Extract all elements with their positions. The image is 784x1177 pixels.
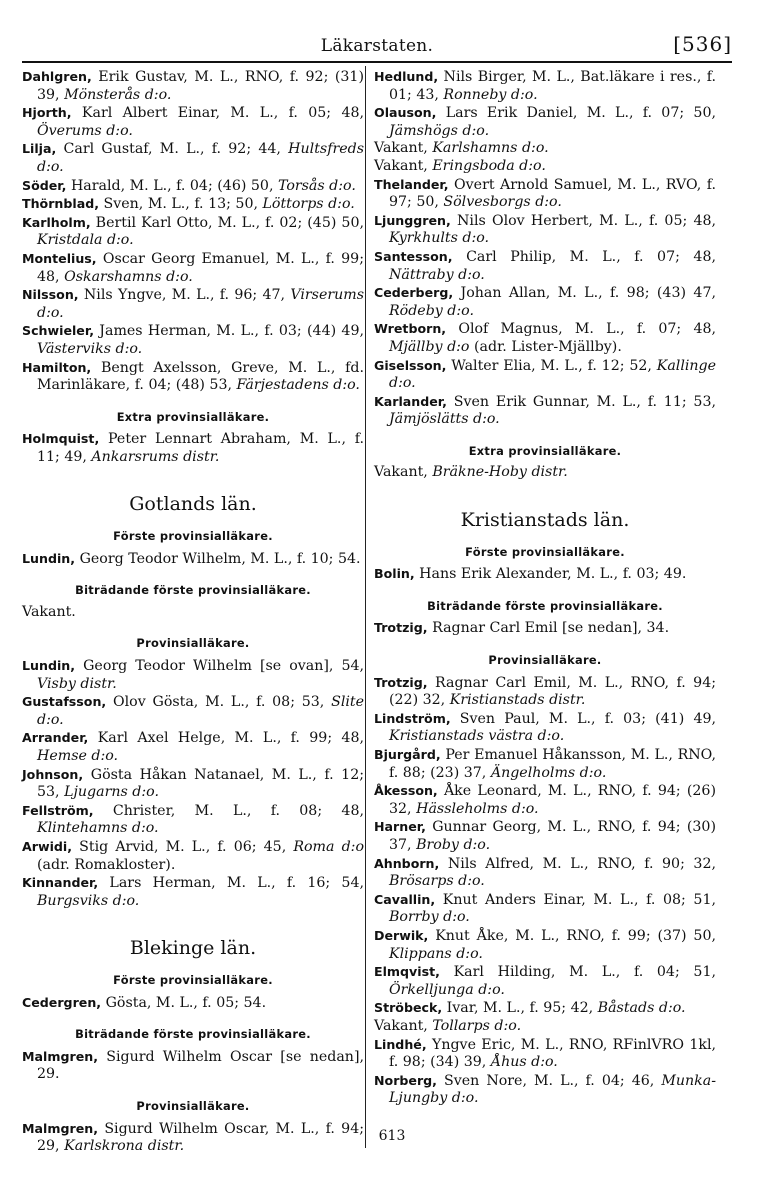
entry-details: Olov Gösta, M. L., f. 08; 53, (112, 694, 325, 711)
entry-surname: Lindhé, (374, 1036, 427, 1052)
physician-entry (22, 250, 364, 286)
entry-surname: Malmgren, (22, 1048, 98, 1064)
entry-details: Olof Magnus, M. L., f. 07; 48, (458, 321, 717, 338)
physician-entry (22, 729, 364, 765)
entry-surname: Bolin, (374, 566, 415, 582)
entry-details: Christer, M. L., f. 08; 48, (112, 802, 364, 819)
entry-district: Visby distr. (37, 675, 117, 692)
physician-entry (374, 746, 716, 782)
physician-entry (374, 818, 716, 854)
entry-district: Kyrkhults d:o. (389, 230, 490, 247)
entry-details: Nils Birger, M. L., Bat.läkare i res., f. 01; 43, (389, 69, 716, 103)
physician-entry (22, 550, 364, 569)
entry-details: Harald, M. L., f. 04; (46) 50, (70, 177, 274, 194)
physician-entry (22, 177, 364, 196)
entry-district: Eringsboda d:o. (432, 157, 546, 174)
entry-district: Västerviks d:o. (37, 340, 143, 357)
county-heading: Gotlands län. (129, 493, 257, 516)
entry-details: Stig Arvid, M. L., f. 06; 45, (79, 838, 287, 855)
physician-entry (22, 838, 364, 874)
county-heading: Kristianstads län. (460, 509, 630, 532)
physician-entry (22, 604, 364, 622)
physician-entry (374, 212, 716, 248)
entry-surname: Santesson, (374, 248, 453, 264)
entry-district: Oskarshamns d:o. (64, 268, 193, 285)
entry-district: Båstads d:o. (597, 1000, 686, 1017)
entry-surname: Åkesson, (374, 783, 438, 799)
entry-details: Peter Lennart Abraham, M. L., f. 11; 49, (37, 431, 364, 465)
page-number: 613 (378, 1128, 406, 1144)
entry-surname: Wretborn, (374, 321, 447, 337)
entry-district: Hultsfreds d:o. (37, 141, 364, 175)
entry-district: Rödeby d:o. (389, 302, 474, 319)
entry-district: Karlshamns d:o. (432, 140, 549, 157)
entry-details: Walter Elia, M. L., f. 12; 52, (451, 357, 652, 374)
entry-district: Löttorps d:o. (262, 196, 355, 213)
entry-surname: Ahnborn, (374, 855, 440, 871)
entry-details: Gösta Håkan Natanael, M. L., f. 12; 53, (37, 766, 364, 801)
page-title: Läkarstaten. (320, 36, 434, 56)
entry-details: Per Emanuel Håkansson, M. L., RNO, f. 88; (23) 37, (389, 747, 716, 781)
entry-details: Ivar, M. L., f. 95; 42, (446, 1000, 594, 1017)
entry-details: Georg Teodor Wilhelm, M. L., f. 10; 54. (79, 550, 361, 567)
entry-district: Ljugarns d:o. (64, 784, 159, 801)
section-label: Provinsialläkare. (136, 1098, 250, 1113)
physician-entry (22, 874, 364, 910)
physician-entry (374, 248, 716, 284)
physician-entry (374, 927, 716, 963)
physician-entry (374, 140, 716, 158)
physician-entry (374, 284, 716, 320)
physician-entry (374, 1018, 716, 1036)
entry-district: Kristianstads distr. (449, 692, 586, 709)
entry-details: Knut Åke, M. L., RNO, f. 99; (37) 50, (435, 927, 716, 944)
entry-details: Sven, M. L., f. 13; 50, (103, 196, 258, 213)
entry-details: Lars Erik Daniel, M. L., f. 07; 50, (445, 105, 716, 122)
physician-entry (374, 1072, 716, 1108)
entry-district: Överums d:o. (37, 122, 133, 139)
entry-surname: Bjurgård, (374, 747, 441, 762)
entry-district: Klippans d:o. (389, 945, 483, 962)
physician-entry (374, 464, 716, 482)
physician-entry (22, 1048, 364, 1084)
entry-surname: Cederberg, (374, 285, 454, 301)
entry-details: Vakant, (374, 140, 428, 157)
entry-surname: Ströbeck, (374, 1000, 443, 1016)
entry-details: Bertil Karl Otto, M. L., f. 02; (45) 50, (95, 214, 364, 231)
entry-surname: Olauson, (374, 105, 437, 121)
physician-entry (22, 286, 364, 322)
entry-district: Karlskrona distr. (64, 1138, 185, 1155)
physician-entry (22, 322, 364, 358)
entry-surname: Cavallin, (374, 891, 436, 907)
physician-entry (374, 999, 716, 1018)
section-label: Biträdande förste provinsialläkare. (75, 1027, 311, 1042)
section-label: Extra provinsialläkare. (468, 443, 622, 458)
entry-district: Kristianstads västra d:o. (389, 728, 565, 745)
right-column (374, 68, 716, 1108)
entry-details: Carl Philip, M. L., f. 07; 48, (466, 248, 716, 265)
entry-district: Borrby d:o. (389, 909, 470, 926)
entry-details: Nils Yngve, M. L., f. 96; 47, (83, 287, 286, 304)
entry-details: Vakant, (374, 464, 428, 481)
physician-entry (374, 158, 716, 176)
entry-details: Gunnar Georg, M. L., RNO, f. 94; (30) 37, (389, 819, 716, 853)
entry-district: Mjällby d:o (389, 338, 470, 355)
entry-surname: Ljunggren, (374, 212, 451, 228)
entry-surname: Fellström, (22, 802, 94, 818)
physician-entry (374, 176, 716, 212)
entry-surname: Elmqvist, (374, 964, 440, 980)
entry-details: Sven Paul, M. L., f. 03; (41) 49, (459, 710, 717, 727)
physician-entry (374, 393, 716, 429)
entry-district: Hemse d:o. (37, 748, 119, 764)
section-label: Förste provinsialläkare. (113, 972, 273, 987)
entry-details: Carl Gustaf, M. L., f. 92; 44, (63, 141, 281, 158)
entry-note: (adr. Romakloster). (37, 856, 176, 873)
entry-surname: Cedergren, (22, 994, 102, 1010)
entry-details: Knut Anders Einar, M. L., f. 08; 51, (442, 891, 716, 908)
entry-district: Mönsterås d:o. (64, 86, 172, 103)
physician-entry (22, 104, 364, 140)
entry-details: Nils Olov Herbert, M. L., f. 05; 48, (457, 212, 717, 229)
physician-entry (374, 68, 716, 104)
entry-district: Munka-Ljungby d:o. (389, 1072, 716, 1107)
entry-district: Torsås d:o. (277, 177, 356, 194)
entry-surname: Lilja, (22, 141, 57, 157)
entry-district: Örkelljunga d:o. (389, 981, 505, 998)
physician-entry (374, 674, 716, 710)
physician-entry (22, 195, 364, 214)
entry-district: Nättraby d:o. (389, 266, 485, 283)
physician-entry (22, 657, 364, 693)
entry-district: Tollarps d:o. (432, 1017, 522, 1034)
entry-district: Åhus d:o. (490, 1054, 558, 1071)
entry-details: Karl Albert Einar, M. L., f. 05; 48, (81, 105, 365, 122)
entry-district: Sölvesborgs d:o. (443, 194, 562, 211)
entry-district: Bräkne-Hoby distr. (432, 464, 568, 481)
entry-details: Bengt Axelsson, Greve, M. L., fd. Marinläkare, f. 04; (48) 53, (37, 359, 364, 394)
entry-district: Kallinge d:o. (389, 357, 717, 392)
entry-surname: Norberg, (374, 1072, 437, 1088)
entry-surname: Johnson, (22, 766, 84, 782)
entry-details: Karl Hilding, M. L., f. 04; 51, (453, 964, 716, 981)
entry-district: Slite d:o. (37, 694, 364, 728)
entry-details: Åke Leonard, M. L., RNO, f. 94; (26) 32, (389, 783, 716, 817)
entry-surname: Trotzig, (374, 620, 428, 636)
physician-entry (22, 430, 364, 466)
entry-surname: Arrander, (22, 730, 89, 746)
section-label: Biträdande förste provinsialläkare. (427, 598, 663, 613)
physician-entry (22, 68, 364, 104)
entry-surname: Hedlund, (374, 69, 439, 84)
entry-details: Karl Axel Helge, M. L., f. 99; 48, (97, 730, 364, 747)
entry-surname: Hamilton, (22, 359, 92, 375)
entry-surname: Karlholm, (22, 214, 91, 230)
entry-details: Sigurd Wilhelm Oscar [se nedan], 29. (37, 1048, 364, 1083)
physician-entry (374, 855, 716, 891)
entry-district: Roma d:o (293, 838, 364, 855)
entry-district: Burgsviks d:o. (37, 892, 140, 909)
entry-district: Broby d:o. (416, 836, 491, 853)
entry-details: Gösta, M. L., f. 05; 54. (105, 994, 267, 1011)
section-label: Extra provinsialläkare. (116, 409, 270, 424)
physician-entry (374, 963, 716, 999)
entry-surname: Thörnblad, (22, 196, 100, 212)
left-column (22, 68, 364, 1156)
entry-surname: Karlander, (374, 393, 447, 409)
physician-entry (22, 766, 364, 802)
entry-surname: Thelander, (374, 176, 449, 192)
physician-entry (374, 891, 716, 927)
entry-district: Färjestadens d:o. (236, 377, 360, 394)
entry-surname: Schwieler, (22, 323, 94, 339)
entry-surname: Lundin, (22, 550, 76, 566)
entry-details: Sven Nore, M. L., f. 04; 46, (444, 1072, 655, 1089)
entry-surname: Söder, (22, 177, 67, 193)
physician-entry (374, 1036, 716, 1072)
entry-details: Ragnar Carl Emil, M. L., RNO, f. 94; (22) 32, (389, 674, 717, 709)
entry-details: James Herman, M. L., f. 03; (44) 49, (99, 323, 364, 340)
physician-entry (22, 802, 364, 838)
entry-details: Hans Erik Alexander, M. L., f. 03; 49. (419, 566, 687, 583)
entry-district: Ankarsrums distr. (91, 448, 220, 465)
entry-surname: Derwik, (374, 927, 429, 943)
entry-district: Ronneby d:o. (443, 86, 538, 103)
entry-details: Johan Allan, M. L., f. 98; (43) 47, (460, 285, 716, 302)
entry-details: Vakant, (374, 157, 428, 174)
entry-surname: Malmgren, (22, 1120, 98, 1136)
entry-surname: Trotzig, (374, 674, 428, 690)
section-label: Förste provinsialläkare. (465, 544, 625, 559)
physician-entry (22, 214, 364, 250)
physician-entry (22, 359, 364, 395)
entry-details: Sven Erik Gunnar, M. L., f. 11; 53, (453, 393, 716, 410)
column-divider (365, 66, 366, 1148)
entry-surname: Gustafsson, (22, 694, 107, 710)
entry-details: Vakant. (22, 603, 76, 620)
entry-details: Yngve Eric, M. L., RNO, RFinlVRO 1kl, f. 98; (34) 39, (389, 1036, 716, 1071)
entry-details: Lars Herman, M. L., f. 16; 54, (109, 875, 364, 892)
section-label: Biträdande förste provinsialläkare. (75, 583, 311, 598)
entry-details: Overt Arnold Samuel, M. L., RVO, f. 97; 50, (389, 176, 716, 211)
entry-surname: Holmquist, (22, 431, 100, 447)
entry-details: Ragnar Carl Emil [se nedan], 34. (432, 620, 670, 637)
entry-surname: Nilsson, (22, 287, 79, 303)
page-header (22, 32, 732, 62)
entry-surname: Dahlgren, (22, 69, 92, 84)
section-label: Provinsialläkare. (488, 653, 602, 668)
entry-district: Ängelholms d:o. (490, 764, 607, 781)
entry-surname: Giselsson, (374, 357, 447, 373)
county-heading: Blekinge län. (129, 937, 257, 960)
entry-details: Erik Gustav, M. L., RNO, f. 92; (31) 39, (37, 69, 364, 103)
physician-entry (374, 104, 716, 140)
entry-district: Hässleholms d:o. (416, 800, 539, 817)
entry-details: Sigurd Wilhelm Oscar, M. L., f. 94; 29, (37, 1120, 364, 1155)
page-reference: [536] (673, 32, 732, 56)
entry-surname: Lindström, (374, 710, 451, 726)
entry-district: Jämshögs d:o. (389, 122, 490, 139)
entry-note: (adr. Lister-Mjällby). (474, 338, 622, 355)
entry-surname: Montelius, (22, 250, 97, 266)
physician-entry (374, 782, 716, 818)
entry-details: Vakant, (374, 1017, 428, 1034)
physician-entry (374, 619, 716, 638)
entry-district: Kristdala d:o. (37, 232, 134, 249)
physician-entry (374, 320, 716, 356)
entry-district: Virserums d:o. (37, 287, 364, 321)
entry-surname: Kinnander, (22, 875, 99, 891)
entry-district: Brösarps d:o. (389, 873, 485, 890)
entry-surname: Lundin, (22, 658, 76, 674)
entry-details: Oscar Georg Emanuel, M. L., f. 99; 48, (37, 250, 364, 285)
physician-entry (22, 693, 364, 729)
entry-surname: Hjorth, (22, 105, 72, 121)
physician-entry (22, 994, 364, 1013)
entry-details: Nils Alfred, M. L., RNO, f. 90; 32, (447, 855, 716, 872)
entry-details: Georg Teodor Wilhelm [se ovan], 54, (83, 658, 365, 675)
physician-entry (374, 357, 716, 393)
section-label: Förste provinsialläkare. (113, 529, 273, 544)
header-rule (22, 61, 732, 63)
entry-surname: Harner, (374, 819, 426, 835)
entry-surname: Arwidi, (22, 838, 73, 854)
physician-entry (374, 710, 716, 746)
entry-district: Jämjöslätts d:o. (389, 411, 500, 428)
physician-entry (22, 140, 364, 176)
physician-entry (374, 565, 716, 584)
entry-district: Klintehamns d:o. (37, 820, 159, 837)
section-label: Provinsialläkare. (136, 636, 250, 651)
